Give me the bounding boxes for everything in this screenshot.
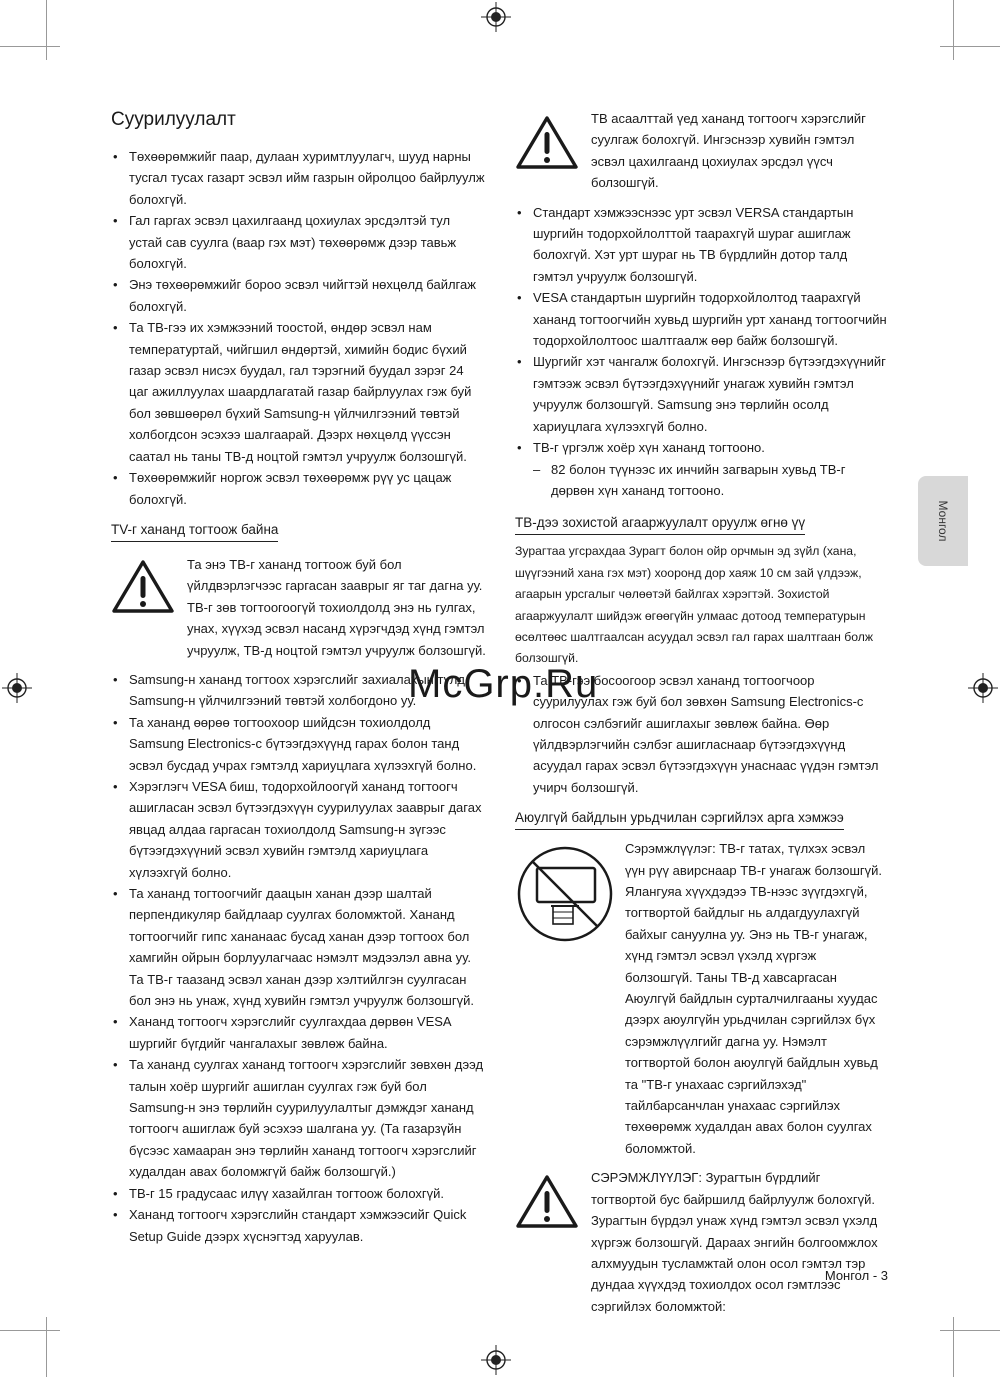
language-side-tab-label: Монгол — [936, 500, 950, 542]
trim-line — [0, 46, 60, 47]
trim-line — [940, 46, 1000, 47]
trim-line — [46, 1317, 47, 1377]
list-item: • Энэ төхөөрөмжийг бороо эсвэл чийгтэй нөхцөлд байлгаж болохгүй. — [111, 274, 486, 317]
list-item: • VESA стандартын шургийн тодорхойлолтод таарахгүй хананд тогтоогчийн хувьд шургийн урт хананд тогтоогчийн тодорхойлолтоос шалтгаалж өөр байж болзошгүй. — [515, 287, 887, 351]
list-item: • Гал гаргах эсвэл цахилгаанд цохиулах эрсдэлтэй тул устай сав суулга (ваар гэх мэт) төхөөрөмж дээр тавьж болохгүй. — [111, 210, 486, 274]
ventilation-heading: ТВ-дээ зохистой агааржуулалт оруулж өгнө үү — [515, 513, 805, 535]
safety-heading: Аюулгүй байдлын урьдчилан сэргийлэх арга хэмжээ — [515, 808, 844, 830]
list-item: • Та ТВ-гээ их хэмжээний тоостой, өндөр эсвэл нам температуртай, чийгшил өндөртэй, химийн бодис бүхий газар эсвэл нисэх буудал, гал тэрэгний буудал зэрэг 24 цаг ажиллуулах шаардлагатай газар байрлуулах гэж буй бол зөвшөөрөл бүхий Samsung-н үйлчилгээний төвтэй холбогдсон эсэхээ шалгаарай. Дээрх нөхцөлд үүссэн саатал нь таны ТВ-д ноцтой гэмтэл учруулж болзошгүй. — [111, 317, 486, 467]
list-item: • Та ТВ-гээ босоогоор эсвэл хананд тогтоогчоор суурилуулах гэж буй бол зөвхөн Samsung Electronics-с олгосон сэлбэгийг ашиглахыг зөвлөж байна. Өөр үйлдвэрлэгчийн сэлбэг ашигласнаар бүтээгдэхүүнд асуудал гарах эсвэл бүтээгдэхүүн унаснаас үүдэн гэмтэл учирч болзошгүй. — [515, 670, 887, 798]
wall-mount-warning-text: Та энэ ТВ-г хананд тогтоож буй бол үйлдвэрлэгчээс гаргасан зааврыг яг таг дагна уу. ТВ-г зөв тогтоогоогүй тохиолдолд энэ нь гулгах, унах, хүүхэд эсвэл насанд хүрэгчдэд хүнд гэмтэл учруулж, ТВ-д ноцтой гэмтэл учруулж болзошгүй. — [187, 556, 486, 658]
list-item: • Та хананд суулгах хананд тогтоогч хэрэгслийг зөвхөн дээд талын хоёр шургийг ашиглан суулгах гэж буй бол Samsung-н энэ төрлийн суурилуулалтыг дэмждэг хананд тогтоогч ашиглаж буй эсэхээ шалгана уу. (Та газарзүйн бүсээс хамааран энэ төрлийн хананд тогтоогч хэрэгслийг худалдан авах боломжгүй байж болзошгүй.) — [111, 1054, 486, 1182]
trim-line — [953, 0, 954, 60]
trim-line — [940, 1330, 1000, 1331]
caution-label: Сэрэмжлүүлэг — [625, 841, 713, 857]
language-side-tab — [918, 476, 968, 566]
warning-label: СЭРЭМЖЛҮҮЛЭГ — [591, 1170, 699, 1186]
registration-mark-right-icon — [968, 673, 998, 703]
caution-text — [625, 838, 887, 1159]
caution-block — [515, 838, 887, 1159]
caution-body: : ТВ-г татах, түлхэх эсвэл үүн рүү авирснаар ТВ-г унагаж болзошгүй. Ялангуяа хүүхдэдээ ТВ-нээс зүүгдэхгүй, тогтвортой байдлыг нь алдагдуулахгүй байхыг сануулна уу. Энэ нь ТВ-г унагаж, хүнд гэмтэл эсвэл үхэлд хүргэж болзошгүй. Таны ТВ-д хавсаргасан Аюулгүй байдлын сурталчилгааны хуудас дээрх аюулгүйн урьдчилан сэргийлэх бүх сэрэмжлүүлгийг дагна уу. Нэмэлт тогтвортой болон аюулгүй байдлын хувьд та "ТВ-г унахаас сэргийлэхэд" тайлбарсанчлан унахаас сэргийлэх төхөөрөмж худалдан авах болон суулгах боломжтой. — [625, 841, 883, 1156]
watermark: McGrp.Ru — [408, 662, 599, 706]
ventilation-heading-wrap — [515, 513, 887, 535]
trim-line — [953, 1317, 954, 1377]
power-on-warning — [515, 108, 887, 194]
list-item: • Хэрэглэгч VESA биш, тодорхойлоогүй хананд тогтоогч ашигласан эсвэл бүтээгдэхүүн суурилуулах зааврыг дагах явцад алдаа гаргасан тохиолдолд Samsung-н зүгээс бүтээгдэхүүний эсвэл хувийн гэмтэлд хариуцлага хүлээхгүй болно. — [111, 776, 486, 883]
trim-line — [46, 0, 47, 60]
registration-mark-top-icon — [481, 2, 511, 32]
list-item: • Хананд тогтоогч хэрэгслийн стандарт хэмжээсийг Quick Setup Guide дээрх хүснэгтэд харуулав. — [111, 1204, 486, 1247]
list-item: • Стандарт хэмжээснээс урт эсвэл VERSA стандартын шургийн тодорхойлолттой таарахгүй шураг ашиглаж болохгүй. Хэт урт шураг нь ТВ бүрдлийн дотор талд гэмтэл учруулж болзошгүй. — [515, 202, 887, 288]
right-column — [515, 108, 887, 1325]
warning-triangle-icon — [111, 558, 175, 614]
ventilation-body — [515, 541, 887, 669]
wall-mount-warning — [111, 554, 486, 661]
unstable-placement-text — [591, 1167, 887, 1317]
warning-triangle-icon — [515, 114, 579, 170]
list-item: • Төхөөрөмжийг паар, дулаан хуримтлуулагч, шууд нарны тусгал тусах газарт эсвэл ийм газрын ойролцоо байрлуулж болохгүй. — [111, 146, 486, 210]
page-number: Монгол - 3 — [824, 1268, 888, 1283]
registration-mark-left-icon — [2, 673, 32, 703]
wall-mount-heading-wrap — [111, 520, 486, 542]
list-item: • Та хананд тогтоогчийг даацын ханан дээр шалтай перпендикуляр байдлаар суулгах боломжтой. Хананд тогтоогчийг гипс хананаас бусад ханан дээр тогтоох бол хамгийн ойрын борлуулагчаас нэмэлт мэдээлэл авна уу. Та ТВ-г таазанд эсвэл ханан дээр хэлтийлгэн суулгасан бол энэ нь унаж, хүнд хувийн гэмтэл учруулж болзошгүй. — [111, 883, 486, 1011]
no-climbing-on-tv-icon — [515, 844, 615, 944]
list-item: • Төхөөрөмжийг норгож эсвэл төхөөрөмж рүү ус цацаж болохгүй. — [111, 467, 486, 510]
wall-mount-bullet-list — [111, 669, 486, 1247]
warning-triangle-icon — [515, 1173, 579, 1229]
two-people-sublist — [515, 459, 887, 502]
list-item: • ТВ-г үргэлж хоёр хүн хананд тогтооно. — [515, 437, 887, 458]
screw-bullet-list — [515, 202, 887, 459]
list-item: – 82 болон түүнээс их инчийн загварын хувьд ТВ-г дөрвөн хүн хананд тогтооно. — [515, 459, 887, 502]
wall-mount-heading: TV-г хананд тогтоож байна — [111, 520, 278, 542]
list-item: • Шургийг хэт чангалж болохгүй. Ингэснээр бүтээгдэхүүнийг гэмтээж эсвэл бүтээгдэхүүнийг унагаж хувийн гэмтэл учруулж болзошгүй. Samsung энэ төрлийн осолд хариуцлага хүлээхгүй болно. — [515, 351, 887, 437]
registration-mark-bottom-icon — [481, 1345, 511, 1375]
list-item: • Та хананд өөрөө тогтоохоор шийдсэн тохиолдолд Samsung Electronics-с бүтээгдэхүүнд гарах болон танд эсвэл бусдад учрах гэмтэлд хариуцлага хүлээхгүй болно. — [111, 712, 486, 776]
safety-heading-wrap — [515, 808, 887, 830]
installation-bullet-list — [111, 146, 486, 510]
ventilation-text: Зурагтаа угсрахдаа Зурагт болон ойр орчмын эд зүйл (хана, шүүгээний хана гэх мэт) хооронд дор хаяж 10 см зай үлдээж, агаарын урсгалыг чөлөөтэй байлгах хэрэгтэй. Зохистой агааржуулалт шийдэж өгөөгүйн улмаас дотоод температурын өсөлтөөс шалтгаалсан асуудал эсвэл гал гарах шалтгаан болж болзошгүй. — [515, 544, 874, 666]
list-item: • ТВ-г 15 градусаас илүү хазайлган тогтоож болохгүй. — [111, 1183, 486, 1204]
list-item: • Хананд тогтоогч хэрэгслийг суулгахдаа дөрвөн VESA шургийг бүгдийг чангалахыг зөвлөж байна. — [111, 1011, 486, 1054]
unstable-placement-warning — [515, 1167, 887, 1317]
list-item: • Samsung-н хананд тогтоох хэрэгслийг захиалахын тулд Samsung-н үйлчилгээний төвтэй холбогдоно уу. — [111, 669, 486, 712]
warning-body: : Зурагтын бүрдлийг тогтвортой бус байршилд байрлуулж болохгүй. Зурагтын бүрдэл унаж хүнд гэмтэл эсвэл үхэлд хүргэж болзошгүй. Дараах энгийн болгоомжлох алхмуудын тусламжтай олон осол гэмтэл тэр дундаа хүүхдэд тохиолдох осол гэмтлээс сэргийлэх боломжтой: — [591, 1170, 878, 1314]
trim-line — [0, 1330, 60, 1331]
power-on-warning-text: ТВ асаалттай үед хананд тогтоогч хэрэгслийг суулгаж болохгүй. Ингэснээр хувийн гэмтэл эсвэл цахилгаанд цохиулах эрсдэл үүсч болзошгүй. — [591, 111, 866, 191]
section-title-installation: Суурилуулалт — [111, 109, 236, 130]
